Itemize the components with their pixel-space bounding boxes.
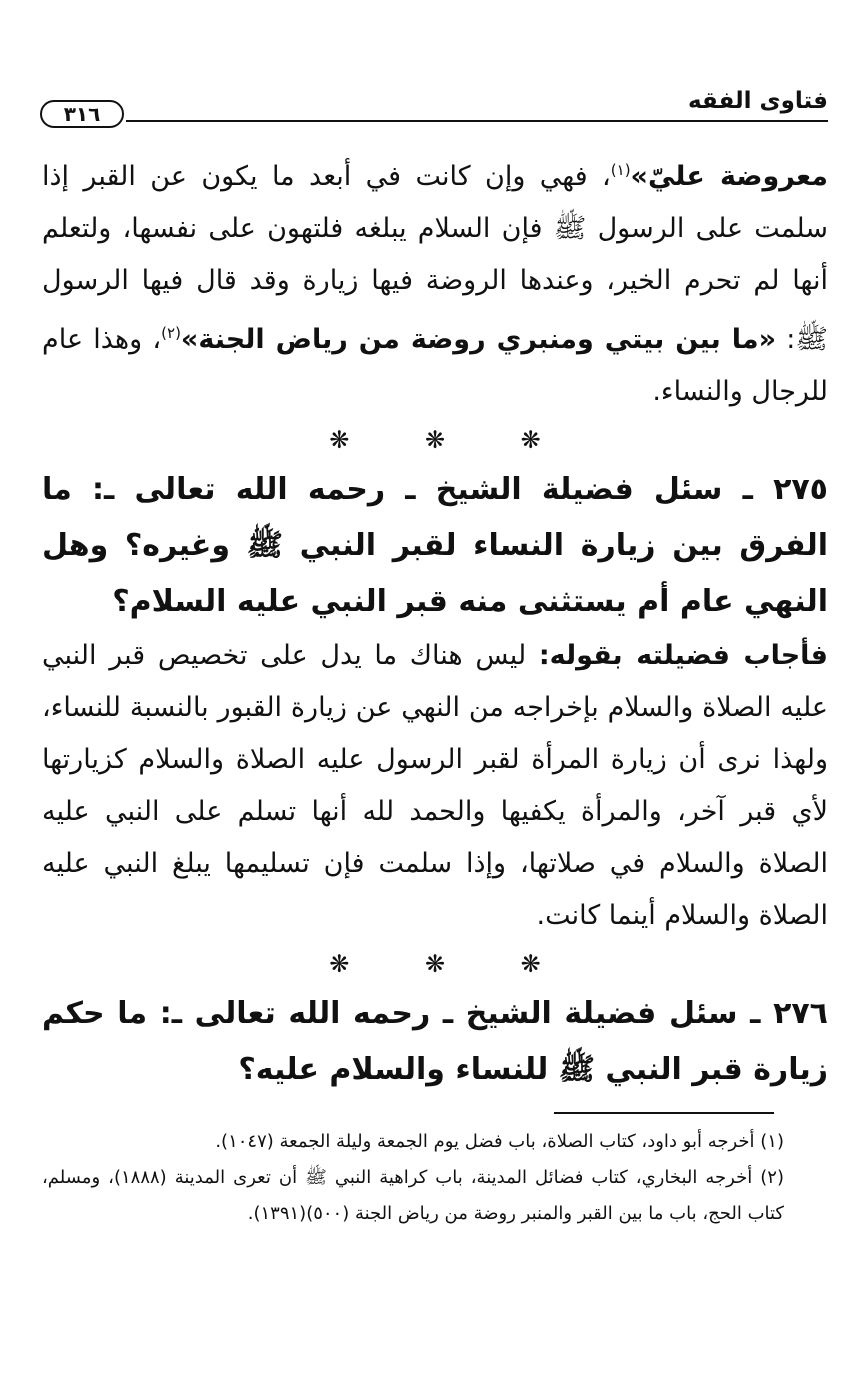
answer-275	[42, 630, 828, 942]
paragraph-1-text-a: ، فهي وإن كانت في أبعد ما يكون عن القبر إذا سلمت على الرسول ﷺ فإن السلام يبلغه فلتهون على نفسها، ولتعلم أنها لم تحرم الخير، وعندها الروضة فيها زيارة وقد قال فيها الرسول ﷺ:	[42, 161, 828, 355]
question-276: ٢٧٦ ـ سئل فضيلة الشيخ ـ رحمه الله تعالى ـ: ما حكم زيارة قبر النبي ﷺ للنساء والسلام عليه؟	[42, 996, 828, 1087]
footnote-marker-2[interactable]: (٢)	[161, 324, 181, 342]
book-title: فتاوى الفقه	[687, 88, 828, 114]
page-body	[42, 144, 828, 1098]
footnote-2: (٢) أخرجه البخاري، كتاب فضائل المدينة، باب كراهية النبي ﷺ أن تعرى المدينة (١٨٨٨)، ومسلم، كتاب الحج، باب ما بين القبر والمنبر روضة من رياض الجنة (٥٠٠)(١٣٩١).	[42, 1167, 784, 1224]
header-rule	[126, 120, 828, 122]
footnote-1: (١) أخرجه أبو داود، كتاب الصلاة، باب فضل يوم الجمعة وليلة الجمعة (١٠٤٧).	[215, 1131, 784, 1152]
paragraph-1-text-b: ، وهذا عام للرجال والنساء.	[42, 324, 828, 407]
section-separator-1: ❋ ❋ ❋	[329, 426, 575, 454]
question-275: ٢٧٥ ـ سئل فضيلة الشيخ ـ رحمه الله تعالى ـ: ما الفرق بين زيارة النساء لقبر النبي ﷺ وغيره؟ وهل النهي عام أم يستثنى منه قبر النبي عليه السلام؟	[42, 472, 828, 619]
hadith-quote: «ما بين بيتي ومنبري روضة من رياض الجنة»	[180, 324, 777, 355]
running-header	[40, 86, 828, 128]
section-separator-2: ❋ ❋ ❋	[329, 950, 575, 978]
answer-275-text: ليس هناك ما يدل على تخصيص قبر النبي عليه الصلاة والسلام بإخراجه من النهي عن زيارة القبور بالنسبة للنساء، ولهذا نرى أن زيارة المرأة لقبر الرسول عليه الصلاة والسلام كزيارتها لأي قبر آخر، والمرأة يكفيها والحمد لله أنها تسلم على النبي عليه الصلاة والسلام في صلاتها، وإذا سلمت فإن تسليمها يبلغ النبي عليه الصلاة والسلام أينما كانت.	[42, 640, 828, 931]
footnotes	[42, 1124, 784, 1232]
footnote-rule	[554, 1112, 774, 1114]
answer-275-lead: فأجاب فضيلته بقوله:	[538, 640, 828, 671]
footnote-marker-1[interactable]: (١)	[610, 161, 631, 179]
paragraph-1-bold-start: معروضة عليّ»	[630, 161, 828, 192]
paragraph-1	[42, 144, 828, 418]
page-number: ٣١٦	[40, 100, 124, 128]
